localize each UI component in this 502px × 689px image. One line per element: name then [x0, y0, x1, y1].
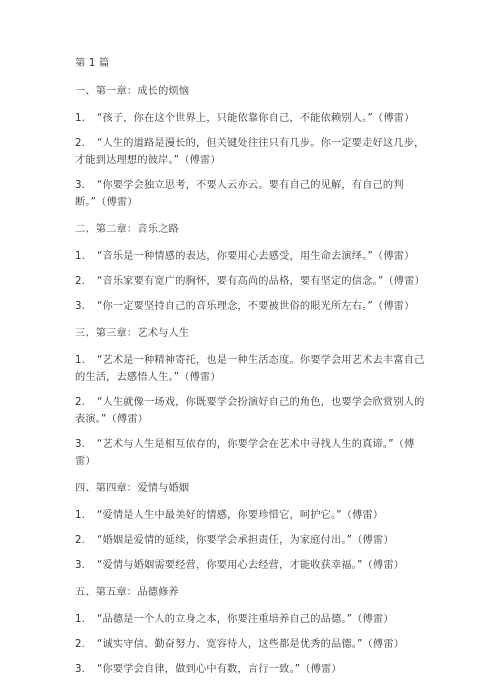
quote-text: “你要学会自律，做到心中有数，言行一致。”（傅雷）: [97, 664, 342, 675]
quote-number: 2.: [75, 639, 86, 650]
quote-number: 2.: [75, 535, 86, 546]
document-page: [75, 56, 427, 689]
quote-text: “艺术与人生是相互依存的，你要学会在艺术中寻找人生的真谛。”（傅雷）: [75, 439, 415, 467]
quote-number: 3.: [75, 301, 86, 312]
chapter-section: [75, 326, 427, 470]
quote-number: 3.: [75, 664, 86, 675]
document-title: 第 1 篇: [75, 58, 110, 69]
chapter-title: 五、第五章：品德修养: [75, 587, 179, 598]
quote-number: 1.: [75, 251, 86, 262]
quote-item: [75, 273, 427, 290]
chapter-title: 三、第三章：艺术与人生: [75, 328, 190, 339]
quote-number: 2.: [75, 397, 86, 408]
quote-item: [75, 135, 427, 169]
quote-text: “音乐家要有宽广的胸怀，要有高尚的品格，要有坚定的信念。”（傅雷）: [97, 276, 425, 287]
chapter-section: [75, 84, 427, 211]
quote-text: “你要学会独立思考，不要人云亦云。要有自己的见解，有自己的判断。”（傅雷）: [75, 180, 404, 208]
quote-item: [75, 611, 427, 628]
quote-text: “人生的道路是漫长的，但关键处往往只有几步。你一定要走好这几步，才能到达理想的彼岸。”（傅雷）: [75, 138, 425, 166]
quote-text: “你一定要坚持自己的音乐理念，不要被世俗的眼光所左右。”（傅雷）: [97, 301, 415, 312]
quote-text: “爱情是人生中最美好的情感，你要珍惜它，呵护它。”（傅雷）: [97, 510, 384, 521]
quote-item: [75, 661, 427, 678]
quote-item: [75, 532, 427, 549]
quote-item: [75, 557, 427, 574]
quote-number: 1.: [75, 355, 86, 366]
quote-item: [75, 394, 427, 428]
quote-item: [75, 177, 427, 211]
quote-number: 2.: [75, 138, 86, 149]
quote-text: “孩子，你在这个世界上，只能依靠你自己，不能依赖别人。”（傅雷）: [97, 113, 415, 124]
chapter-section: [75, 481, 427, 574]
quote-number: 3.: [75, 439, 86, 450]
chapter-section: [75, 585, 427, 678]
chapter-title: 二、第二章：音乐之路: [75, 224, 179, 235]
quote-item: [75, 507, 427, 524]
quote-text: “爱情与婚姻需要经营，你要用心去经营，才能收获幸福。”（傅雷）: [97, 560, 405, 571]
quote-item: [75, 636, 427, 653]
quote-item: [75, 110, 427, 127]
quote-number: 3.: [75, 180, 86, 191]
quote-number: 1.: [75, 510, 86, 521]
quote-text: “人生就像一场戏，你既要学会扮演好自己的角色，也要学会欣赏别人的表演。”（傅雷）: [75, 397, 425, 425]
quote-item: [75, 436, 427, 470]
quote-text: “诚实守信、勤奋努力、宽容待人，这些都是优秀的品德。”（傅雷）: [97, 639, 405, 650]
quote-number: 3.: [75, 560, 86, 571]
quote-text: “音乐是一种情感的表达，你要用心去感受，用生命去演绎。”（傅雷）: [97, 251, 415, 262]
quote-text: “婚姻是爱情的延续，你要学会承担责任，为家庭付出。”（傅雷）: [97, 535, 394, 546]
quote-number: 2.: [75, 276, 86, 287]
chapter-title: 一、第一章：成长的烦恼: [75, 86, 190, 97]
quote-text: “艺术是一种精神寄托，也是一种生活态度。你要学会用艺术去丰富自己的生活，去感悟人生。”（傅雷）: [75, 355, 425, 383]
quote-item: [75, 248, 427, 265]
quote-number: 1.: [75, 614, 86, 625]
quote-item: [75, 298, 427, 315]
chapter-section: [75, 222, 427, 315]
quote-text: “品德是一个人的立身之本，你要注重培养自己的品德。”（傅雷）: [97, 614, 394, 625]
chapter-title: 四、第四章：爱情与婚姻: [75, 483, 190, 494]
quote-number: 1.: [75, 113, 86, 124]
quote-item: [75, 352, 427, 386]
